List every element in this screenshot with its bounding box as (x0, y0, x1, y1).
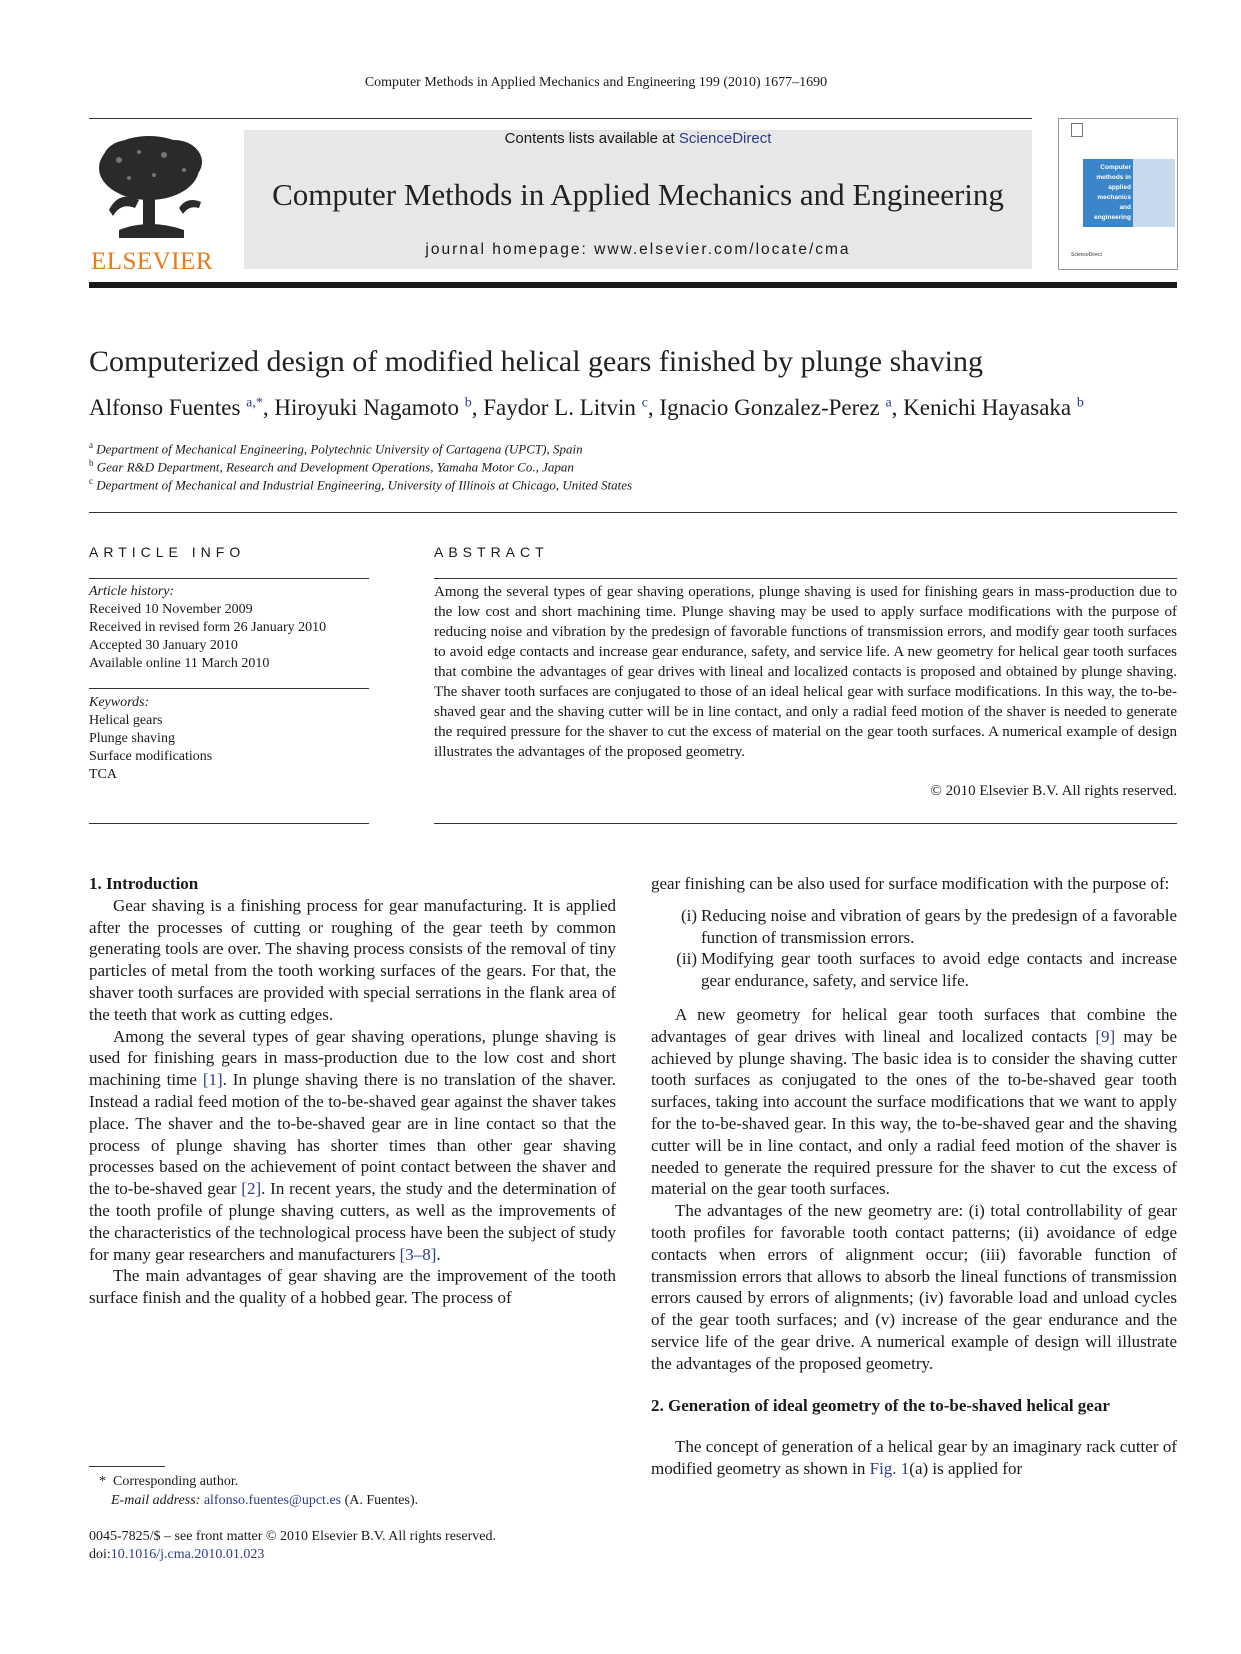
journal-cover-thumbnail (1058, 118, 1178, 270)
paragraph: The main advantages of gear shaving are the improvement of the tooth surface finish and the quality of a hobbed gear. The process of (89, 1266, 616, 1308)
author-affiliation-link[interactable]: b (1076, 395, 1084, 411)
paragraph: Gear shaving is a finishing process for gear manufacturing. It is applied after the processes of cutting or roughing of the gear teeth by common generating tools are over. The shaving process consists of the removal of tiny particles of metal from the tooth working surfaces of the gears. For that, the shaver tooth surfaces are provided with special serrations in the flank area of the teeth that work as cutting edges. (89, 895, 616, 1024)
article-info-bottom-rule (89, 823, 369, 824)
journal-citation: Computer Methods in Applied Mechanics and Engineering 199 (2010) 1677–1690 (364, 75, 828, 90)
reference-link[interactable]: [3–8] (399, 1244, 437, 1264)
reference-link[interactable]: [9] (1095, 1026, 1116, 1046)
abstract-text: Among the several types of gear shaving operations, plunge shaving is used for finishing gears in mass-production due to the low cost and short machining time. Plunge shaving may be used to apply surface modifications with the purpose of reducing noise and vibration by the predesign of favorable functions of transmission errors, and modify gear tooth surfaces to avoid edge contacts and increase gear endurance, safety, and service life. A new geometry for helical gear tooth surfaces that combine the advantages of gear drives with lineal and localized contacts is proposed and obtained by plunge shaving. The shaver tooth surfaces are conjugated to those of an ideal helical gear with surface modifications. In this way, the to-be-shaved gear and the shaving cutter will be in line contact, and only a radial feed motion of the shaver is needed to generate the required pressure for the shaver to cut the excess of material on the gear tooth surfaces. A numerical example of design illustrates the advantages of the proposed geometry. (434, 584, 1177, 760)
header-thick-rule (89, 282, 1177, 288)
contents-line (244, 130, 1032, 147)
email-link[interactable]: alfonso.fuentes@upct.es (203, 1493, 342, 1508)
front-matter-footer: 0045-7825/$ – see front matter © 2010 Elsevier B.V. All rights reserved. doi:10.1016/j.cma.2010.01.023 (89, 1529, 496, 1562)
cover-lightblue-panel (1133, 159, 1175, 227)
figure-link[interactable]: Fig. 1 (869, 1459, 910, 1479)
article-info-rule (89, 578, 369, 579)
elsevier-wordmark: ELSEVIER (90, 248, 214, 275)
keyword: Helical gears (89, 713, 163, 728)
cover-title: Computer methods in applied mechanics and engineering (1094, 164, 1131, 221)
section-1-heading: 1. Introduction (89, 874, 199, 893)
paragraph: Among the several types of gear shaving operations, plunge shaving is used for finishing gears in mass-production due to the low cost and short machining time [1]. In plunge shaving there is no translation of the shaver. Instead a radial feed motion of the to-be-shaved gear against the shaver takes place. The shaver and the to-be-shaved gear are in line contact so that the process of plunge shaving has shorter times than other gear shaving processes based on the achievement of point contact between the shaver and the to-be-shaved gear [2]. In recent years, the study and the determination of the tooth profile of plunge shaving cutters, as well as the improvements of the characteristics of the technological process have been the subject of study for many gear researchers and manufacturers [3–8]. (89, 1026, 617, 1264)
doi-link[interactable]: 10.1016/j.cma.2010.01.023 (110, 1547, 265, 1562)
reference-link[interactable]: [1] (202, 1070, 223, 1090)
paragraph: The advantages of the new geometry are: (i) total controllability of gear tooth profiles for favorable tooth contact patterns; (ii) avoidance of edge contacts when errors of alignment occur; (iii) favorable function of transmission errors that allows to absorb the lineal functions of transmission errors caused by errors of alignments; (iv) favorable load and unload cycles of the gear tooth surfaces; and (v) increase of the gear endurance and the service life of the gear drive. A numerical example of design will illustrate the advantages of the proposed geometry. (651, 1201, 1177, 1373)
keywords-list: Keywords: Helical gears Plunge shaving Surface modifications TCA (89, 694, 369, 784)
list-item: (i) Reducing noise and vibration of gears by the predesign of a favorable function of transmission errors. (680, 905, 1177, 947)
enumerated-list (651, 905, 1177, 992)
footnote-rule (89, 1466, 165, 1467)
journal-homepage[interactable]: journal homepage: www.elsevier.com/locate/cma (425, 241, 851, 258)
author-affiliation-link[interactable]: c (641, 395, 648, 411)
corresponding-author-footnote: * Corresponding author. E-mail address: alfonso.fuentes@upct.es (A. Fuentes). (99, 1474, 419, 1508)
author-name: Kenichi Hayasaka (903, 395, 1072, 420)
abstract-bottom-rule (434, 823, 1177, 824)
author-name: Hiroyuki Nagamoto (274, 395, 459, 420)
header-rule (89, 118, 1032, 119)
keyword: Plunge shaving (89, 731, 175, 746)
section-2-heading: 2. Generation of ideal geometry of the to-be-shaved helical gear (651, 1395, 1110, 1415)
contents-prefix: Contents lists available at (504, 130, 679, 147)
author-affiliation-link[interactable]: a (885, 395, 892, 411)
affiliation-c: $^c$ Department of Mechanical and Industrial Engineering, University of Illinois at Chicago, United States (89, 476, 633, 493)
author-affiliation-link[interactable]: b (464, 395, 472, 411)
keyword: Surface modifications (89, 749, 213, 764)
journal-title: Computer Methods in Applied Mechanics and Engineering (272, 177, 1004, 212)
author-affiliation-link[interactable]: a,* (246, 395, 263, 411)
keyword: TCA (89, 767, 117, 782)
affiliation-a: $^a$ Department of Mechanical Engineering, Polytechnic University of Cartagena (UPCT), Spain (89, 440, 583, 457)
abstract-rule (434, 578, 1177, 579)
affiliation-b: $^b$ Gear R&D Department, Research and Development Operations, Yamaha Motor Co., Japan (89, 458, 574, 475)
author-name: Alfonso Fuentes (89, 395, 241, 420)
affiliation-rule (89, 512, 1177, 513)
article-history: Article history: Received 10 November 2009 Received in revised form 26 January 2010 Accepted 30 January 2010 Available online 11 March 2010 (89, 584, 327, 671)
paragraph: A new geometry for helical gear tooth surfaces that combine the advantages of gear drives with lineal and localized contacts [9] may be achieved by plunge shaving. The basic idea is to consider the shaving cutter tooth surfaces as conjugated to the ones of the to-be-shaved gear tooth surfaces, taking into account the surface modifications that we want to apply for the to-be-shaved gear. In this way, the to-be-shaved gear and the shaving cutter will be in line contact, and only a radial feed motion of the shaver is needed to generate the required pressure for the shaver to cut the excess of material on the gear tooth surfaces. (651, 1004, 1177, 1199)
body-right-column (651, 873, 1177, 1480)
paragraph: gear finishing can be also used for surface modification with the purpose of: (651, 874, 1170, 893)
abstract-heading: ABSTRACT (434, 544, 549, 560)
reference-link[interactable]: [2] (241, 1179, 262, 1199)
cover-sciencedirect: ScienceDirect (1071, 252, 1102, 258)
article-info-heading: ARTICLE INFO (89, 544, 246, 560)
author-list: Alfonso Fuentes $^{a,*}$, Hiroyuki Nagamoto $^b$, Faydor L. Litvin $^c$, Ignacio Gonzalez-Perez $^a$, Kenichi Hayasaka $^b$ (89, 395, 1084, 420)
sciencedirect-link[interactable]: ScienceDirect (678, 130, 772, 147)
abstract-copyright: © 2010 Elsevier B.V. All rights reserved. (930, 783, 1177, 799)
list-item: (ii) Modifying gear tooth surfaces to avoid edge contacts and increase gear endurance, safety, and service life. (676, 949, 1177, 991)
author-name: Ignacio Gonzalez-Perez (659, 395, 880, 420)
body-left-column (89, 873, 616, 1309)
author-name: Faydor L. Litvin (483, 395, 636, 420)
paper-title: Computerized design of modified helical gears finished by plunge shaving (89, 345, 983, 378)
paragraph: The concept of generation of a helical gear by an imaginary rack cutter of modified geometry as shown in Fig. 1(a) is applied for (651, 1437, 1177, 1479)
keywords-rule (89, 688, 369, 689)
cover-logo-icon (1071, 123, 1083, 137)
